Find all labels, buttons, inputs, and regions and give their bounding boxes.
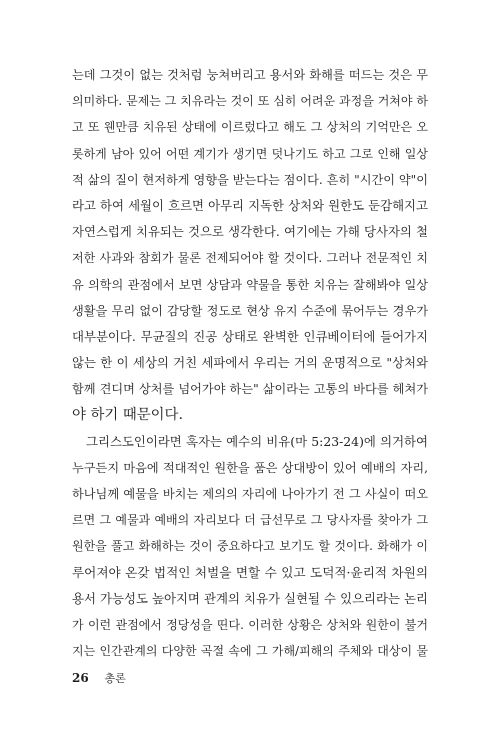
text-line: 유 의학의 관점에서 보면 상담과 약물을 통한 치유는 잘해봐야 일상 [72, 277, 428, 292]
page-footer [72, 670, 126, 687]
text-line: 저한 사과와 참회가 물론 전제되어야 할 것이다. 그러나 전문적인 치 [72, 251, 428, 266]
text-line: 용서 가능성도 높아지며 관계의 치유가 실현될 수 있으리라는 논리 [72, 590, 428, 606]
text-line: 야 하기 때문이다. [72, 407, 184, 424]
text-line: 지는 인간관계의 다양한 곡절 속에 그 가해/피해의 주체와 대상이 물 [72, 644, 428, 659]
text-line: 원한을 풀고 화해하는 것이 중요하다고 보기도 할 것이다. 화해가 이 [72, 539, 428, 554]
body-text [72, 62, 428, 664]
page-number: 26 [72, 671, 89, 685]
text-line: 는데 그것이 없는 것처럼 눙쳐버리고 용서와 화해를 떠드는 것은 무 [72, 68, 428, 82]
text-line: 생활을 무리 없이 감당할 정도로 현상 유지 수준에 묶어두는 경우가 [72, 303, 428, 318]
text-line: 않는 한 이 세상의 거친 세파에서 우리는 거의 운명적으로 "상처와 [72, 355, 428, 371]
text-line: 의미하다. 문제는 그 치유라는 것이 또 심히 어려운 과정을 거쳐야 하 [72, 94, 428, 109]
text-line: 적 삶의 질이 현저하게 영향을 받는다는 점이다. 흔히 "시간이 약"이 [72, 172, 428, 187]
text-line: 하나님께 예물을 바치는 제의의 자리에 나아가기 전 그 사실이 떠오 [72, 487, 428, 501]
text-line: 라고 하여 세월이 흐르면 아무리 지독한 상처와 원한도 둔감해지고 [72, 197, 428, 213]
text-line: 자연스럽게 치유되는 것으로 생각한다. 여기에는 가해 당사자의 철 [72, 224, 428, 240]
text-line: 루어져야 온갖 법적인 처벌을 면할 수 있고 도덕적·윤리적 차원의 [72, 564, 428, 580]
text-line: 대부분이다. 무균질의 진공 상태로 완벽한 인큐베이터에 들어가지 [72, 328, 428, 344]
text-line: 르면 그 예물과 예배의 자리보다 더 급선무로 그 당사자를 찾아가 그 [72, 513, 428, 528]
paragraph-1 [72, 62, 428, 429]
text-line: 그리스도인이라면 혹자는 예수의 비유(마 5:23-24)에 의거하여 [86, 433, 428, 449]
text-line: 함께 견디며 상처를 넘어가야 하는" 삶이라는 고통의 바다를 헤쳐가 [72, 382, 428, 397]
text-line: 고 또 웬만큼 치유된 상태에 이르렀다고 해도 그 상처의 기억만은 오 [72, 120, 428, 135]
text-line: 롯하게 남아 있어 어떤 계기가 생기면 덧나기도 하고 그로 인해 일상 [72, 146, 428, 161]
running-head: 총론 [104, 672, 126, 685]
text-line: 누구든지 마음에 적대적인 원한을 품은 상대방이 있어 예배의 자리, [72, 460, 428, 475]
text-line: 가 이런 관점에서 정당성을 띤다. 이러한 상황은 상처와 원한이 불거 [72, 617, 428, 632]
paragraph-2 [72, 429, 428, 665]
